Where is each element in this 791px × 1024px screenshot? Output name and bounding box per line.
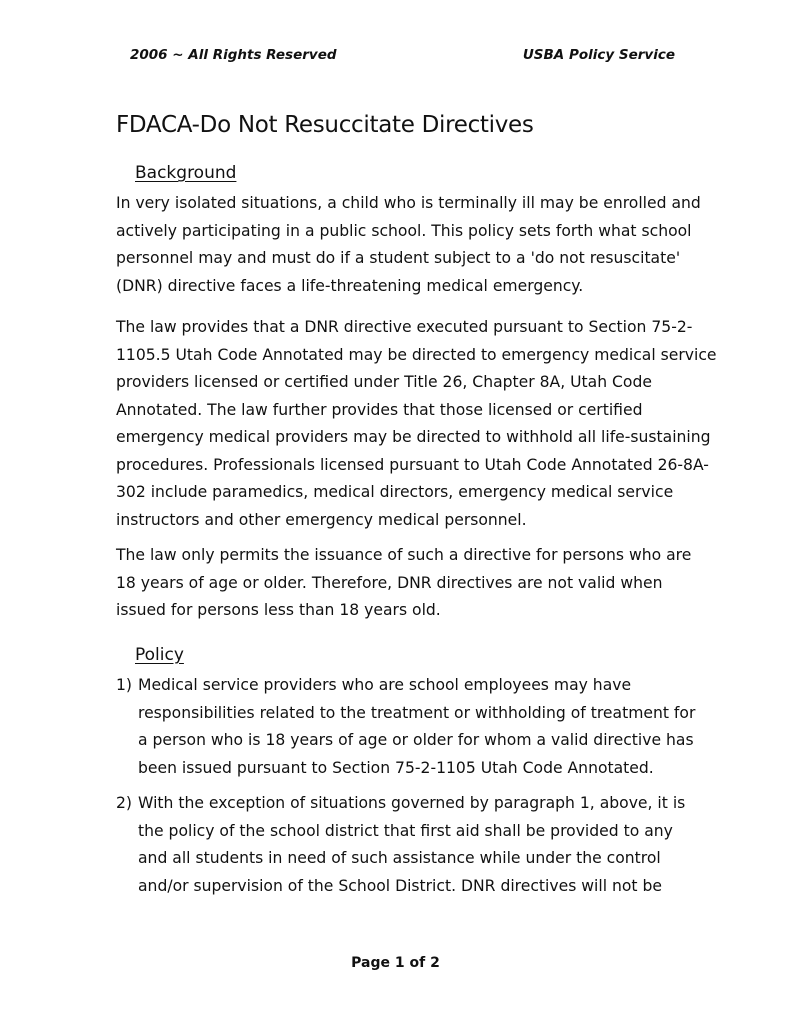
policy-heading: Policy [135,645,184,665]
paragraph-line: personnel may and must do if a student subject to a 'do not resuscitate' [116,249,681,267]
background-heading: Background [135,163,237,183]
header-service-name: USBA Policy Service [522,47,675,63]
header-copyright: 2006 ~ All Rights Reserved [130,47,337,63]
list-line: the policy of the school district that first aid shall be provided to any [138,821,673,840]
document-title: FDACA-Do Not Resuccitate Directives [116,112,534,138]
policy-item-2 [116,790,686,900]
list-number: 1) [116,676,133,694]
paragraph-line: 1105.5 Utah Code Annotated may be directed to emergency medical service [116,345,717,364]
list-line: Medical service providers who are school employees may have [138,676,632,694]
list-line: responsibilities related to the treatment or withholding of treatment for [138,703,696,722]
paragraph-line: (DNR) directive faces a life-threatening medical emergency. [116,276,584,295]
list-line: been issued pursuant to Section 75-2-1105 Utah Code Annotated. [138,758,654,777]
paragraph-line: 18 years of age or older. Therefore, DNR directives are not valid when [116,573,663,592]
paragraph-line: procedures. Professionals licensed pursuant to Utah Code Annotated 26-8A- [116,455,709,474]
paragraph-line: issued for persons less than 18 years old. [116,601,441,619]
paragraph-line: actively participating in a public school. This policy sets forth what school [116,221,692,240]
background-paragraph-1 [116,190,701,300]
policy-item-1 [116,672,696,782]
paragraph-line: The law only permits the issuance of such a directive for persons who are [116,546,692,564]
list-line: and/or supervision of the School District. DNR directives will not be [138,876,662,895]
paragraph-line: Annotated. The law further provides that those licensed or certified [116,400,643,419]
list-line: and all students in need of such assistance while under the control [138,849,661,867]
paragraph-line: The law provides that a DNR directive executed pursuant to Section 75-2- [116,318,693,336]
paragraph-line: instructors and other emergency medical personnel. [116,510,527,529]
paragraph-line: providers licensed or certified under Title 26, Chapter 8A, Utah Code [116,373,652,391]
list-number: 2) [116,794,133,812]
paragraph-line: In very isolated situations, a child who is terminally ill may be enrolled and [116,194,701,212]
background-paragraph-2 [116,314,717,534]
list-line: With the exception of situations governed by paragraph 1, above, it is [138,794,686,812]
paragraph-line: emergency medical providers may be directed to withhold all life-sustaining [116,428,711,446]
list-line: a person who is 18 years of age or older for whom a valid directive has [138,731,694,749]
background-paragraph-3 [116,542,692,625]
page-number: Page 1 of 2 [351,955,440,971]
paragraph-line: 302 include paramedics, medical directors, emergency medical service [116,483,674,501]
